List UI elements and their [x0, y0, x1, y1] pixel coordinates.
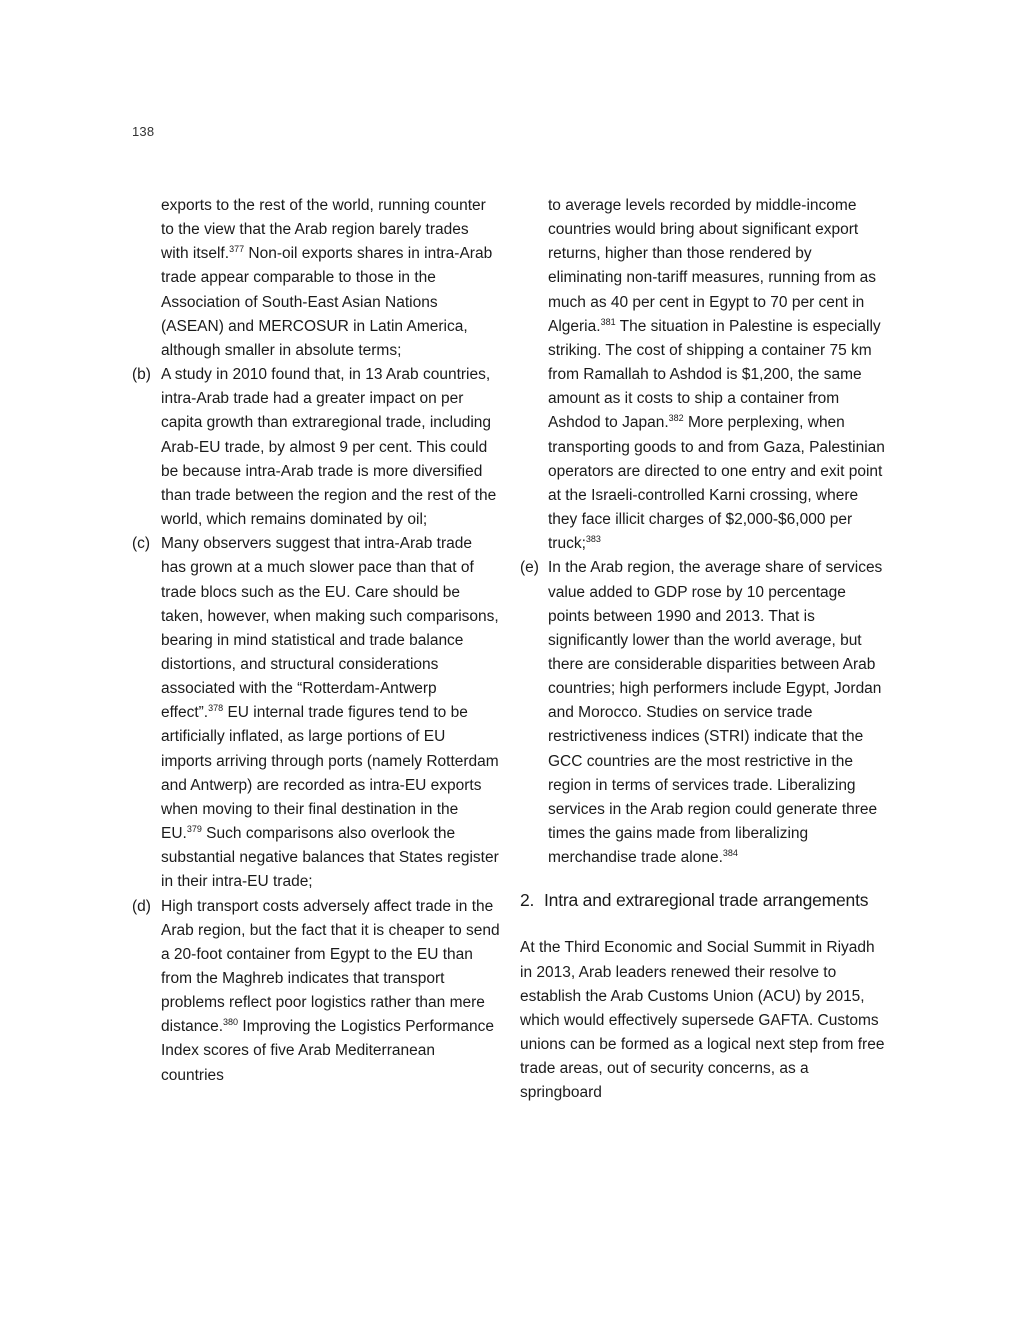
footnote-ref: 378 — [208, 703, 224, 714]
section-title: Intra and extraregional trade arrangements — [544, 890, 869, 911]
list-label: (d) — [132, 897, 151, 915]
footnote-ref: 379 — [186, 824, 202, 835]
left-column — [132, 194, 500, 1088]
text-span: to average levels recorded by middle-income countries would bring about significant export returns, higher than those rendered by eliminating non-tariff measures, running from as much as 40 per cent in Egypt to 70 per cent in Algeria. — [548, 197, 876, 335]
footnote-ref: 381 — [600, 316, 616, 327]
list-item-a-continuation — [132, 194, 500, 363]
list-item-c — [132, 532, 500, 894]
footnote-ref: 382 — [668, 413, 684, 424]
list-label: (e) — [520, 559, 539, 577]
text-span: EU internal trade figures tend to be artificially inflated, as large portions of EU imports arriving through ports (namely Rotterdam and Antwerp) are recorded as intra-EU exports when moving to their final destination in the EU. — [161, 704, 499, 843]
list-item-text — [161, 532, 500, 894]
list-item-text — [548, 556, 888, 870]
section-heading — [520, 888, 888, 912]
list-item-e — [520, 556, 888, 870]
text-span: Many observers suggest that intra-Arab trade has grown at a much slower pace than that of trade blocs such as the EU. Care should be taken, however, when making such comparisons, bearing in mind statistical and trade balance distortions, and structural considerations associated with the “Rotterdam-Antwerp effect”. — [161, 535, 499, 722]
text-span: In the Arab region, the average share of services value added to GDP rose by 10 percentage points between 1990 and 2013. That is significantly lower than the world average, but there are considerable disparities between Arab countries; high performers include Egypt, Jordan and Morocco. Studies on service trade restrictiveness indices (STRI) indicate that the GCC countries are the most restrictive in the region in terms of services trade. Liberalizing services in the Arab region could generate three times the gains made from liberalizing merchandise trade alone. — [548, 559, 883, 867]
footnote-ref: 384 — [722, 848, 738, 859]
body-paragraph: At the Third Economic and Social Summit in Riyadh in 2013, Arab leaders renewed their resolve to establish the Arab Customs Union (ACU) by 2015, which would effectively supersede GAFTA. Customs unions can be formed as a logical next step from free trade areas, out of security concerns, as a springboard — [520, 939, 885, 1102]
text-span: The situation in Palestine is especially striking. The cost of shipping a container 75 km from Ramallah to Ashdod is $1,200, the same amount as it costs to ship a container from Ashdod to Japan. — [548, 317, 881, 432]
list-item-d — [132, 895, 500, 1088]
section-number: 2. — [520, 890, 535, 911]
footnote-ref: 380 — [223, 1017, 239, 1028]
list-item-b — [132, 363, 500, 532]
list-label: (c) — [132, 535, 151, 553]
text-span: Improving the Logistics Performance Index scores of five Arab Mediterranean countries — [161, 1018, 494, 1084]
list-item-d-continuation — [520, 194, 888, 556]
page-number: 138 — [132, 124, 155, 139]
text-span: High transport costs adversely affect trade in the Arab region, but the fact that it is cheaper to send a 20-foot container from Egypt to the EU than from the Maghreb indicates that transport problems reflect poor logistics rather than mere distance. — [161, 897, 500, 1036]
footnote-ref: 377 — [229, 244, 245, 255]
text-span: Non-oil exports shares in intra-Arab trade appear comparable to those in the Association of South-East Asian Nations (ASEAN) and MERCOSUR in Latin America, although smaller in absolute terms; — [161, 245, 493, 359]
text-span: More perplexing, when transporting goods to and from Gaza, Palestinian operators are directed to one entry and exit point at the Israeli-controlled Karni crossing, where they face illicit charges of $2,000-$6,000 per truck; — [548, 414, 885, 553]
right-column — [520, 194, 888, 1105]
text-span: Such comparisons also overlook the substantial negative balances that States register in their intra-EU trade; — [161, 825, 499, 891]
list-item-text: A study in 2010 found that, in 13 Arab countries, intra-Arab trade had a greater impact on per capita growth than extraregional trade, including Arab-EU trade, by almost 9 per cent. This could be because intra-Arab trade is more diversified than trade between the region and the rest of the world, which remains dominated by oil; — [161, 366, 497, 529]
text-span: exports to the rest of the world, running counter to the view that the Arab region barely trades with itself. — [161, 197, 486, 263]
list-label: (b) — [132, 366, 151, 384]
footnote-ref: 383 — [585, 534, 601, 545]
list-item-text — [161, 895, 500, 1088]
